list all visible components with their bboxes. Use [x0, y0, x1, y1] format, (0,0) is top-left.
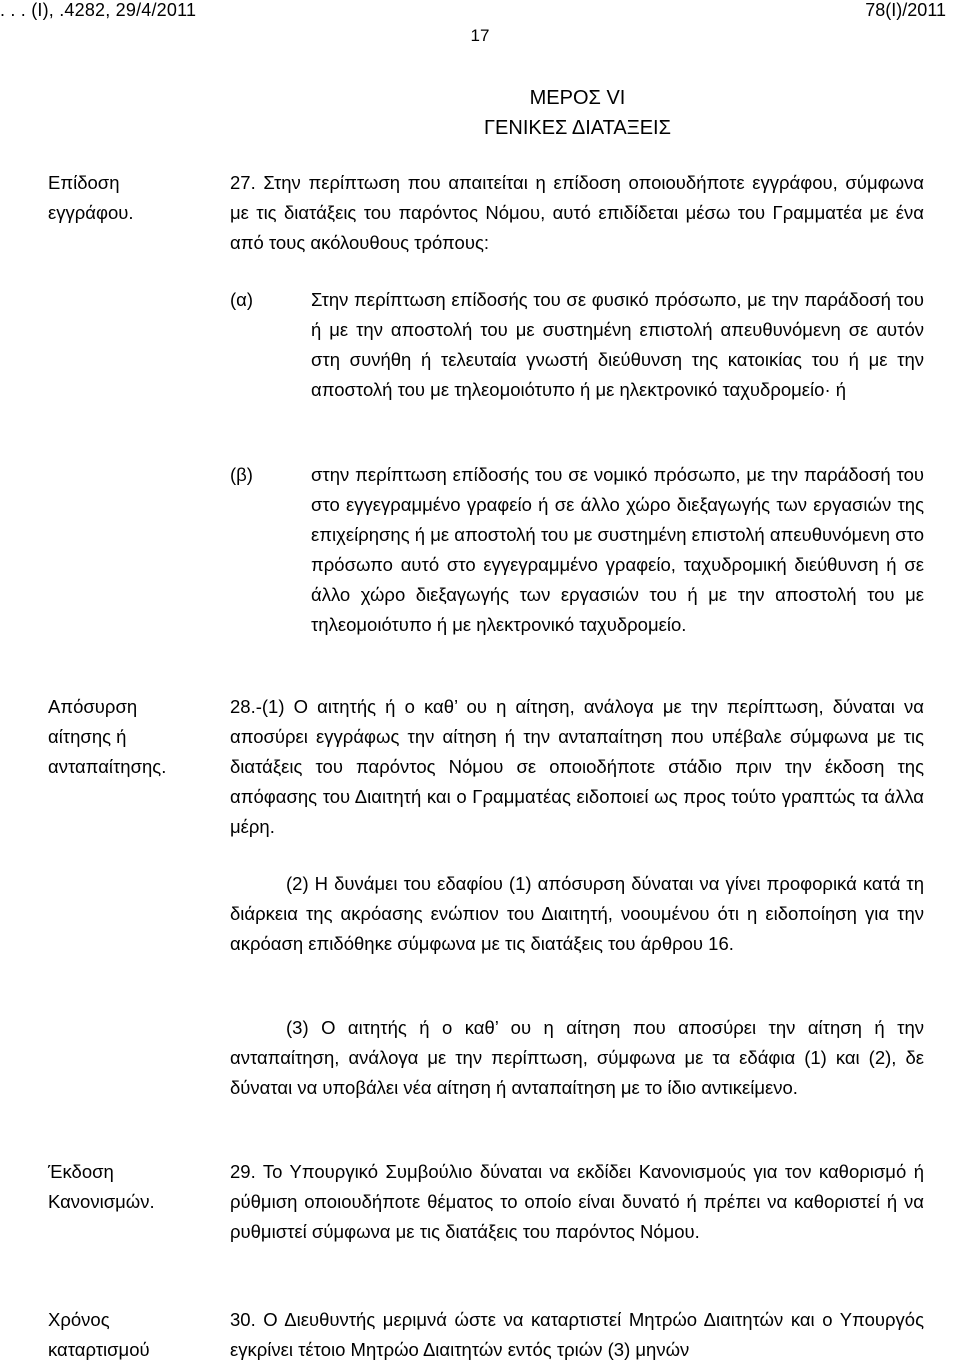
item-b-text: στην περίπτωση επίδοσής του σε νομικό πρόσωπο, με την παράδοσή του στο εγγεγραμμένο γραφείο ή σε άλλο χώρο διεξαγωγής των εργασιών της επιχείρησης ή με αποστολή του με συστημένη επιστολή απευθυνόμενη στο πρόσωπο αυτό στο εγγεγραμμένο γραφείο, ταχυδρομική διεύθυνση ή σε άλλο χώρο διεξαγωγής των εργασιών του ή με την αποστολή του με τηλεομοιότυπο ή με ηλεκτρονικό ταχυδρομείο.: [311, 464, 924, 635]
margin-note-service: Επίδοση εγγράφου.: [48, 172, 134, 223]
section-27-text: 27. Στην περίπτωση που απαιτείται η επίδοση οποιουδήποτε εγγράφου, σύμφωνα με τις διατάξεις του παρόντος Νόμου, αυτό επιδίδεται μέσω του Γραμματέα με ένα από τους ακόλουθους τρόπους:: [230, 172, 924, 253]
header-reference: . . . (Ι), .4282, 29/4/2011: [0, 0, 197, 20]
part-title: ΜΕΡΟΣ VΙ: [529, 87, 626, 109]
item-a-label: (α): [230, 289, 254, 310]
section-28-p2: (2) Η δυνάμει του εδαφίου (1) απόσυρση δύναται να γίνει προφορικά κατά τη διάρκεια της ακρόασης ενώπιον του Διαιτητή, νοουμένου ότι η ειδοποίηση για την ακρόαση επιδόθηκε σύμφωνα με τις διατάξεις του άρθρου 16.: [230, 873, 924, 954]
law-number: 78(Ι)/2011: [865, 0, 946, 20]
page-number: 17: [470, 26, 490, 45]
section-28-p3: (3) Ο αιτητής ή ο καθ’ ου η αίτηση που αποσύρει την αίτηση ή την ανταπαίτηση, ανάλογα με την περίπτωση, σύμφωνα με τα εδάφια (1) και (2), δε δύναται να υποβάλει νέα αίτηση ή ανταπαίτηση με το ίδιο αντικείμενο.: [230, 1017, 924, 1098]
part-title-block: [0, 83, 960, 143]
margin-note-compilation-time: Χρόνος καταρτισμού: [48, 1309, 150, 1360]
item-b-label: (β): [230, 464, 253, 485]
section-29-text: 29. Το Υπουργικό Συμβούλιο δύναται να εκδίδει Κανονισμούς για τον καθορισμό ή ρύθμιση οποιουδήποτε θέματος το οποίο είναι δυνατό ή πρέπει να καθοριστεί ή να ρυθμιστεί σύμφωνα με τις διατάξεις του παρόντος Νόμου.: [230, 1161, 924, 1242]
section-28-p1: 28.-(1) Ο αιτητής ή ο καθ’ ου η αίτηση, ανάλογα με την περίπτωση, δύναται να αποσύρει εγγράφως την αίτηση ή την ανταπαίτηση που υπέβαλε σύμφωνα με τις διατάξεις του παρόντος Νόμου σε οποιοδήποτε στάδιο πριν την έκδοση της απόφασης του Διαιτητή και ο Γραμματέας ειδοποιεί ως προς τούτο γραπτώς τα άλλα μέρη.: [230, 696, 924, 837]
margin-note-withdrawal: Απόσυρση αίτησης ή ανταπαίτησης.: [48, 696, 167, 777]
section-30-text: 30. Ο Διευθυντής μεριμνά ώστε να καταρτιστεί Μητρώο Διαιτητών και ο Υπουργός εγκρίνει τέτοιο Μητρώο Διαιτητών εντός τριών (3) μηνών: [230, 1309, 924, 1360]
margin-note-regulations: Έκδοση Κανονισμών.: [48, 1161, 155, 1212]
item-a-text: Στην περίπτωση επίδοσής του σε φυσικό πρόσωπο, με την παράδοσή του ή με την αποστολή του με συστημένη επιστολή απευθυνόμενη σε αυτόν στη συνήθη ή τελευταία γνωστή διεύθυνση της κατοικίας του ή με την αποστολή του με τηλεομοιότυπο ή με ηλεκτρονικό ταχυδρομείο· ή: [311, 289, 924, 400]
part-subtitle: ΓΕΝΙΚΕΣ ΔΙΑΤΑΞΕΙΣ: [484, 117, 671, 139]
